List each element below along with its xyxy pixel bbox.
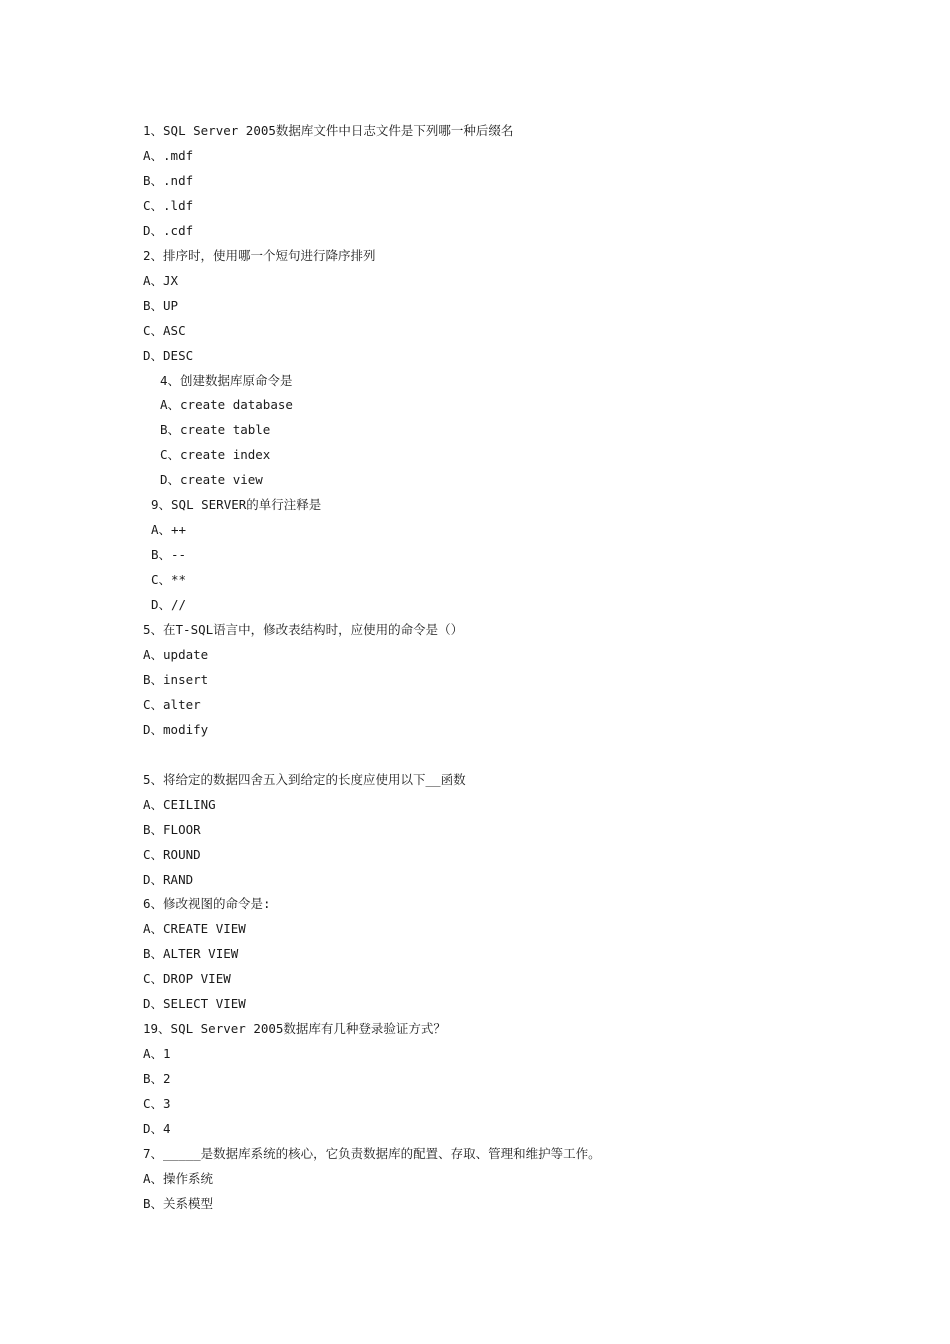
option-text: D、4 xyxy=(143,1121,171,1136)
option-text: C、ROUND xyxy=(143,846,201,862)
option-text: A、1 xyxy=(143,1046,171,1062)
option-text: C、.ldf xyxy=(143,197,194,213)
option-text: B、关系模型 xyxy=(143,1195,214,1211)
option-text: D、RAND xyxy=(143,871,194,887)
question-text: 7、_____是数据库系统的核心，它负责数据库的配置、存取、管理和维护等工作。 xyxy=(143,1145,601,1161)
question-text: 9、SQL SERVER的单行注释是 xyxy=(151,497,322,513)
question-text: 5、将给定的数据四舍五入到给定的长度应使用以下__函数 xyxy=(143,771,466,787)
question-text: 1、SQL Server 2005数据库文件中日志文件是下列哪一种后缀名 xyxy=(143,123,514,138)
option-text: A、JX xyxy=(143,272,179,288)
option-text: B、ALTER VIEW xyxy=(143,946,239,962)
option-text: A、CREATE VIEW xyxy=(143,921,246,937)
option-text: C、ASC xyxy=(143,322,186,338)
option-text: B、2 xyxy=(143,1071,171,1087)
option-text: C、DROP VIEW xyxy=(143,971,231,987)
option-text: D、DESC xyxy=(143,347,194,363)
option-text: B、insert xyxy=(143,671,209,687)
option-text: A、create database xyxy=(160,397,293,413)
option-text: C、3 xyxy=(143,1096,171,1111)
option-text: B、create table xyxy=(160,422,271,438)
option-text: D、// xyxy=(151,597,187,612)
option-text: C、** xyxy=(151,572,187,588)
option-text: B、FLOOR xyxy=(143,821,201,837)
option-text: B、.ndf xyxy=(143,172,194,188)
question-text: 19、SQL Server 2005数据库有几种登录验证方式？ xyxy=(143,1021,446,1037)
option-text: A、update xyxy=(143,646,209,662)
question-text: 6、修改视图的命令是: xyxy=(143,896,271,912)
option-text: C、alter xyxy=(143,696,201,712)
option-text: A、CEILING xyxy=(143,796,216,812)
option-text: D、modify xyxy=(143,721,209,737)
option-text: B、UP xyxy=(143,297,179,313)
option-text: A、++ xyxy=(151,522,187,538)
option-text: A、.mdf xyxy=(143,147,194,163)
question-text: 5、在T-SQL语言中，修改表结构时，应使用的命令是（） xyxy=(143,622,464,637)
option-text: D、SELECT VIEW xyxy=(143,996,246,1012)
option-text: B、-- xyxy=(151,547,187,563)
option-text: D、.cdf xyxy=(143,222,194,238)
question-text: 2、排序时，使用哪一个短句进行降序排列 xyxy=(143,247,376,263)
option-text: A、操作系统 xyxy=(143,1170,214,1186)
option-text: D、create view xyxy=(160,472,263,488)
option-text: C、create index xyxy=(160,447,271,463)
question-text: 4、创建数据库原命令是 xyxy=(160,372,293,388)
